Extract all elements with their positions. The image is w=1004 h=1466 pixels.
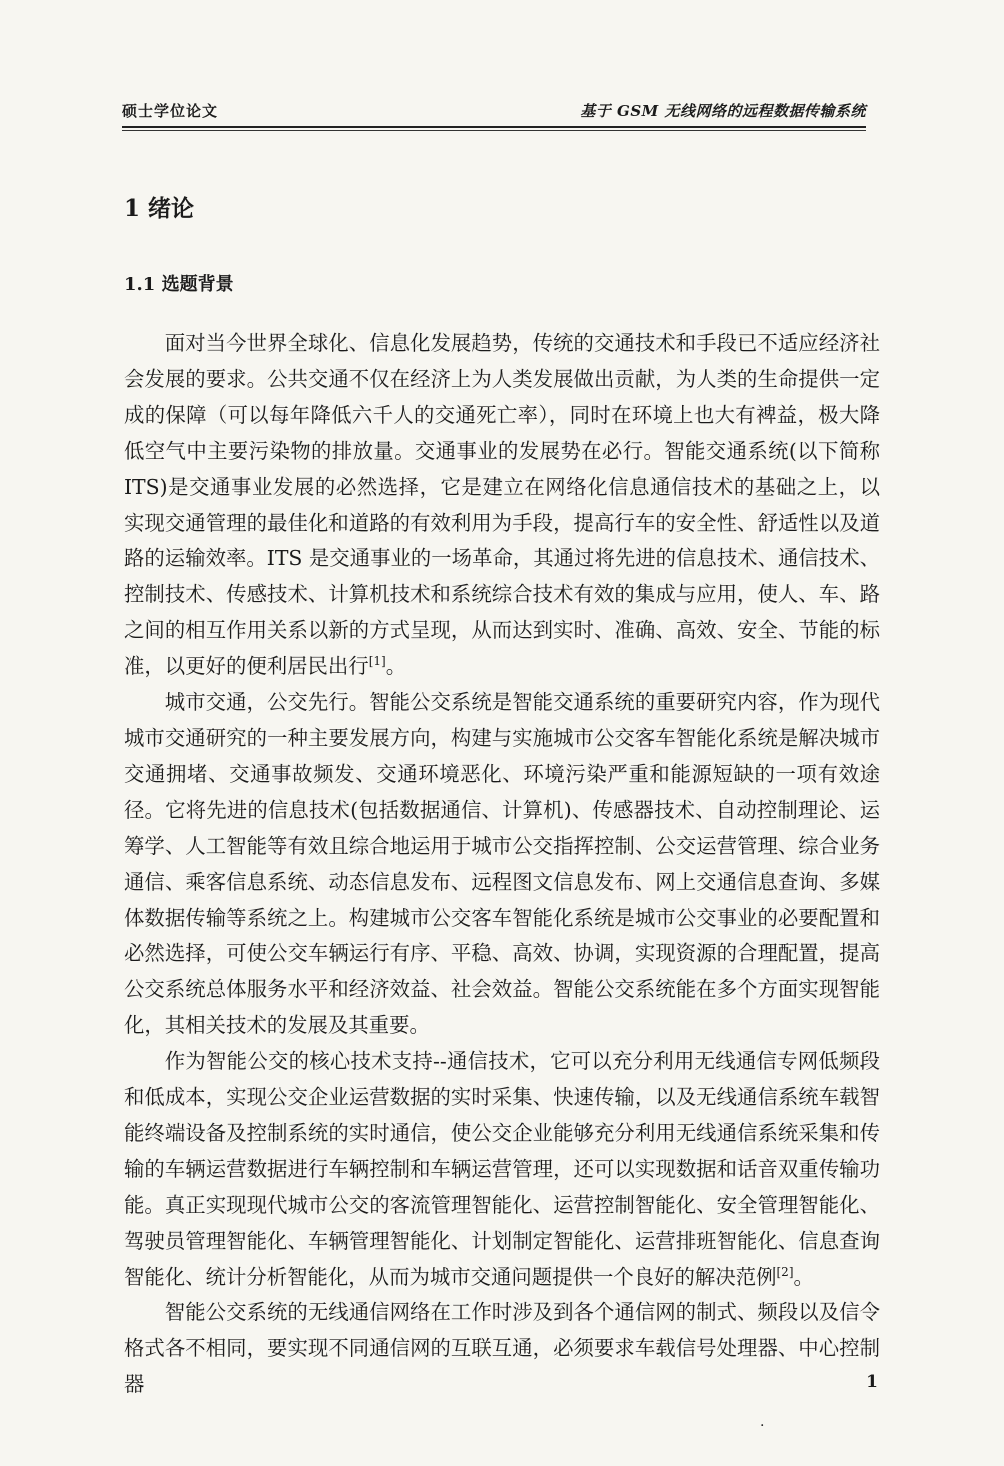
header-thesis-title: 基于 GSM 无线网络的远程数据传输系统 (580, 102, 866, 120)
chapter-title: 1 绪论 (124, 195, 195, 222)
paragraph-4 (124, 1295, 880, 1403)
paragraph-1-end: 。 (385, 654, 407, 679)
scan-speck: . (760, 1414, 765, 1430)
paragraph-3-text: 作为智能公交的核心技术支持--通信技术，它可以充分利用无线通信专网低频段和低成本，实现公交企业运营数据的实时采集、快速传输，以及无线通信系统车载智能终端设备及控制系统的实时通信，使公交企业能够充分利用无线通信系统采集和传输的车辆运营数据进行车辆控制和车辆运营管理，还可以实现数据和话音双重传输功能。真正实现现代城市公交的客流管理智能化、运营控制智能化、安全管理智能化、驾驶员管理智能化、车辆管理智能化、计划制定智能化、运营排班智能化、信息查询智能化、统计分析智能化，从而为城市交通问题提供一个良好的解决范例 (124, 1049, 880, 1289)
citation-2: [2] (776, 1264, 794, 1279)
citation-1: [1] (368, 654, 386, 669)
running-header (122, 100, 866, 126)
header-thesis-type: 硕士学位论文 (122, 102, 219, 120)
paragraph-2-text: 城市交通，公交先行。智能公交系统是智能交通系统的重要研究内容，作为现代城市交通研究的一种主要发展方向，构建与实施城市公交客车智能化系统是解决城市交通拥堵、交通事故频发、交通环境恶化、环境污染严重和能源短缺的一项有效途径。它将先进的信息技术(包括数据通信、计算机)、传感器技术、自动控制理论、运筹学、人工智能等有效且综合地运用于城市公交指挥控制、公交运营管理、综合业务通信、乘客信息系统、动态信息发布、远程图文信息发布、网上交通信息查询、多媒体数据传输等系统之上。构建城市公交客车智能化系统是城市公交事业的必要配置和必然选择，可使公交车辆运行有序、平稳、高效、协调，实现资源的合理配置，提高公交系统总体服务水平和经济效益、社会效益。智能公交系统能在多个方面实现智能化，其相关技术的发展及其重要。 (124, 690, 880, 1038)
paragraph-3-end: 。 (793, 1264, 814, 1289)
paragraph-4-text: 智能公交系统的无线通信网络在工作时涉及到各个通信网的制式、频段以及信令格式各不相同，要实现不同通信网的互联互通，必须要求车载信号处理器、中心控制器 (124, 1300, 880, 1397)
paragraph-2 (124, 685, 880, 1044)
paragraph-1-text: 面对当今世界全球化、信息化发展趋势，传统的交通技术和手段已不适应经济社会发展的要求。公共交通不仅在经济上为人类发展做出贡献，为人类的生命提供一定成的保障（可以每年降低六千人的交通死亡率），同时在环境上也大有裨益，极大降低空气中主要污染物的排放量。交通事业的发展势在必行。智能交通系统(以下简称ITS)是交通事业发展的必然选择，它是建立在网络化信息通信技术的基础之上，以实现交通管理的最佳化和道路的有效利用为手段，提高行车的安全性、舒适性以及道路的运输效率。ITS 是交通事业的一场革命，其通过将先进的信息技术、通信技术、控制技术、传感技术、计算机技术和系统综合技术有效的集成与应用，使人、车、路之间的相互作用关系以新的方式呈现，从而达到实时、准确、高效、安全、节能的标准，以更好的便利居民出行 (124, 331, 880, 679)
page-number: 1 (866, 1372, 878, 1392)
paragraph-3 (124, 1044, 880, 1295)
paragraph-1 (124, 326, 880, 685)
section-title: 1.1 选题背景 (124, 274, 234, 295)
body-text (124, 326, 880, 1403)
header-rule-thick (122, 126, 866, 128)
header-rule-thin (122, 130, 866, 131)
